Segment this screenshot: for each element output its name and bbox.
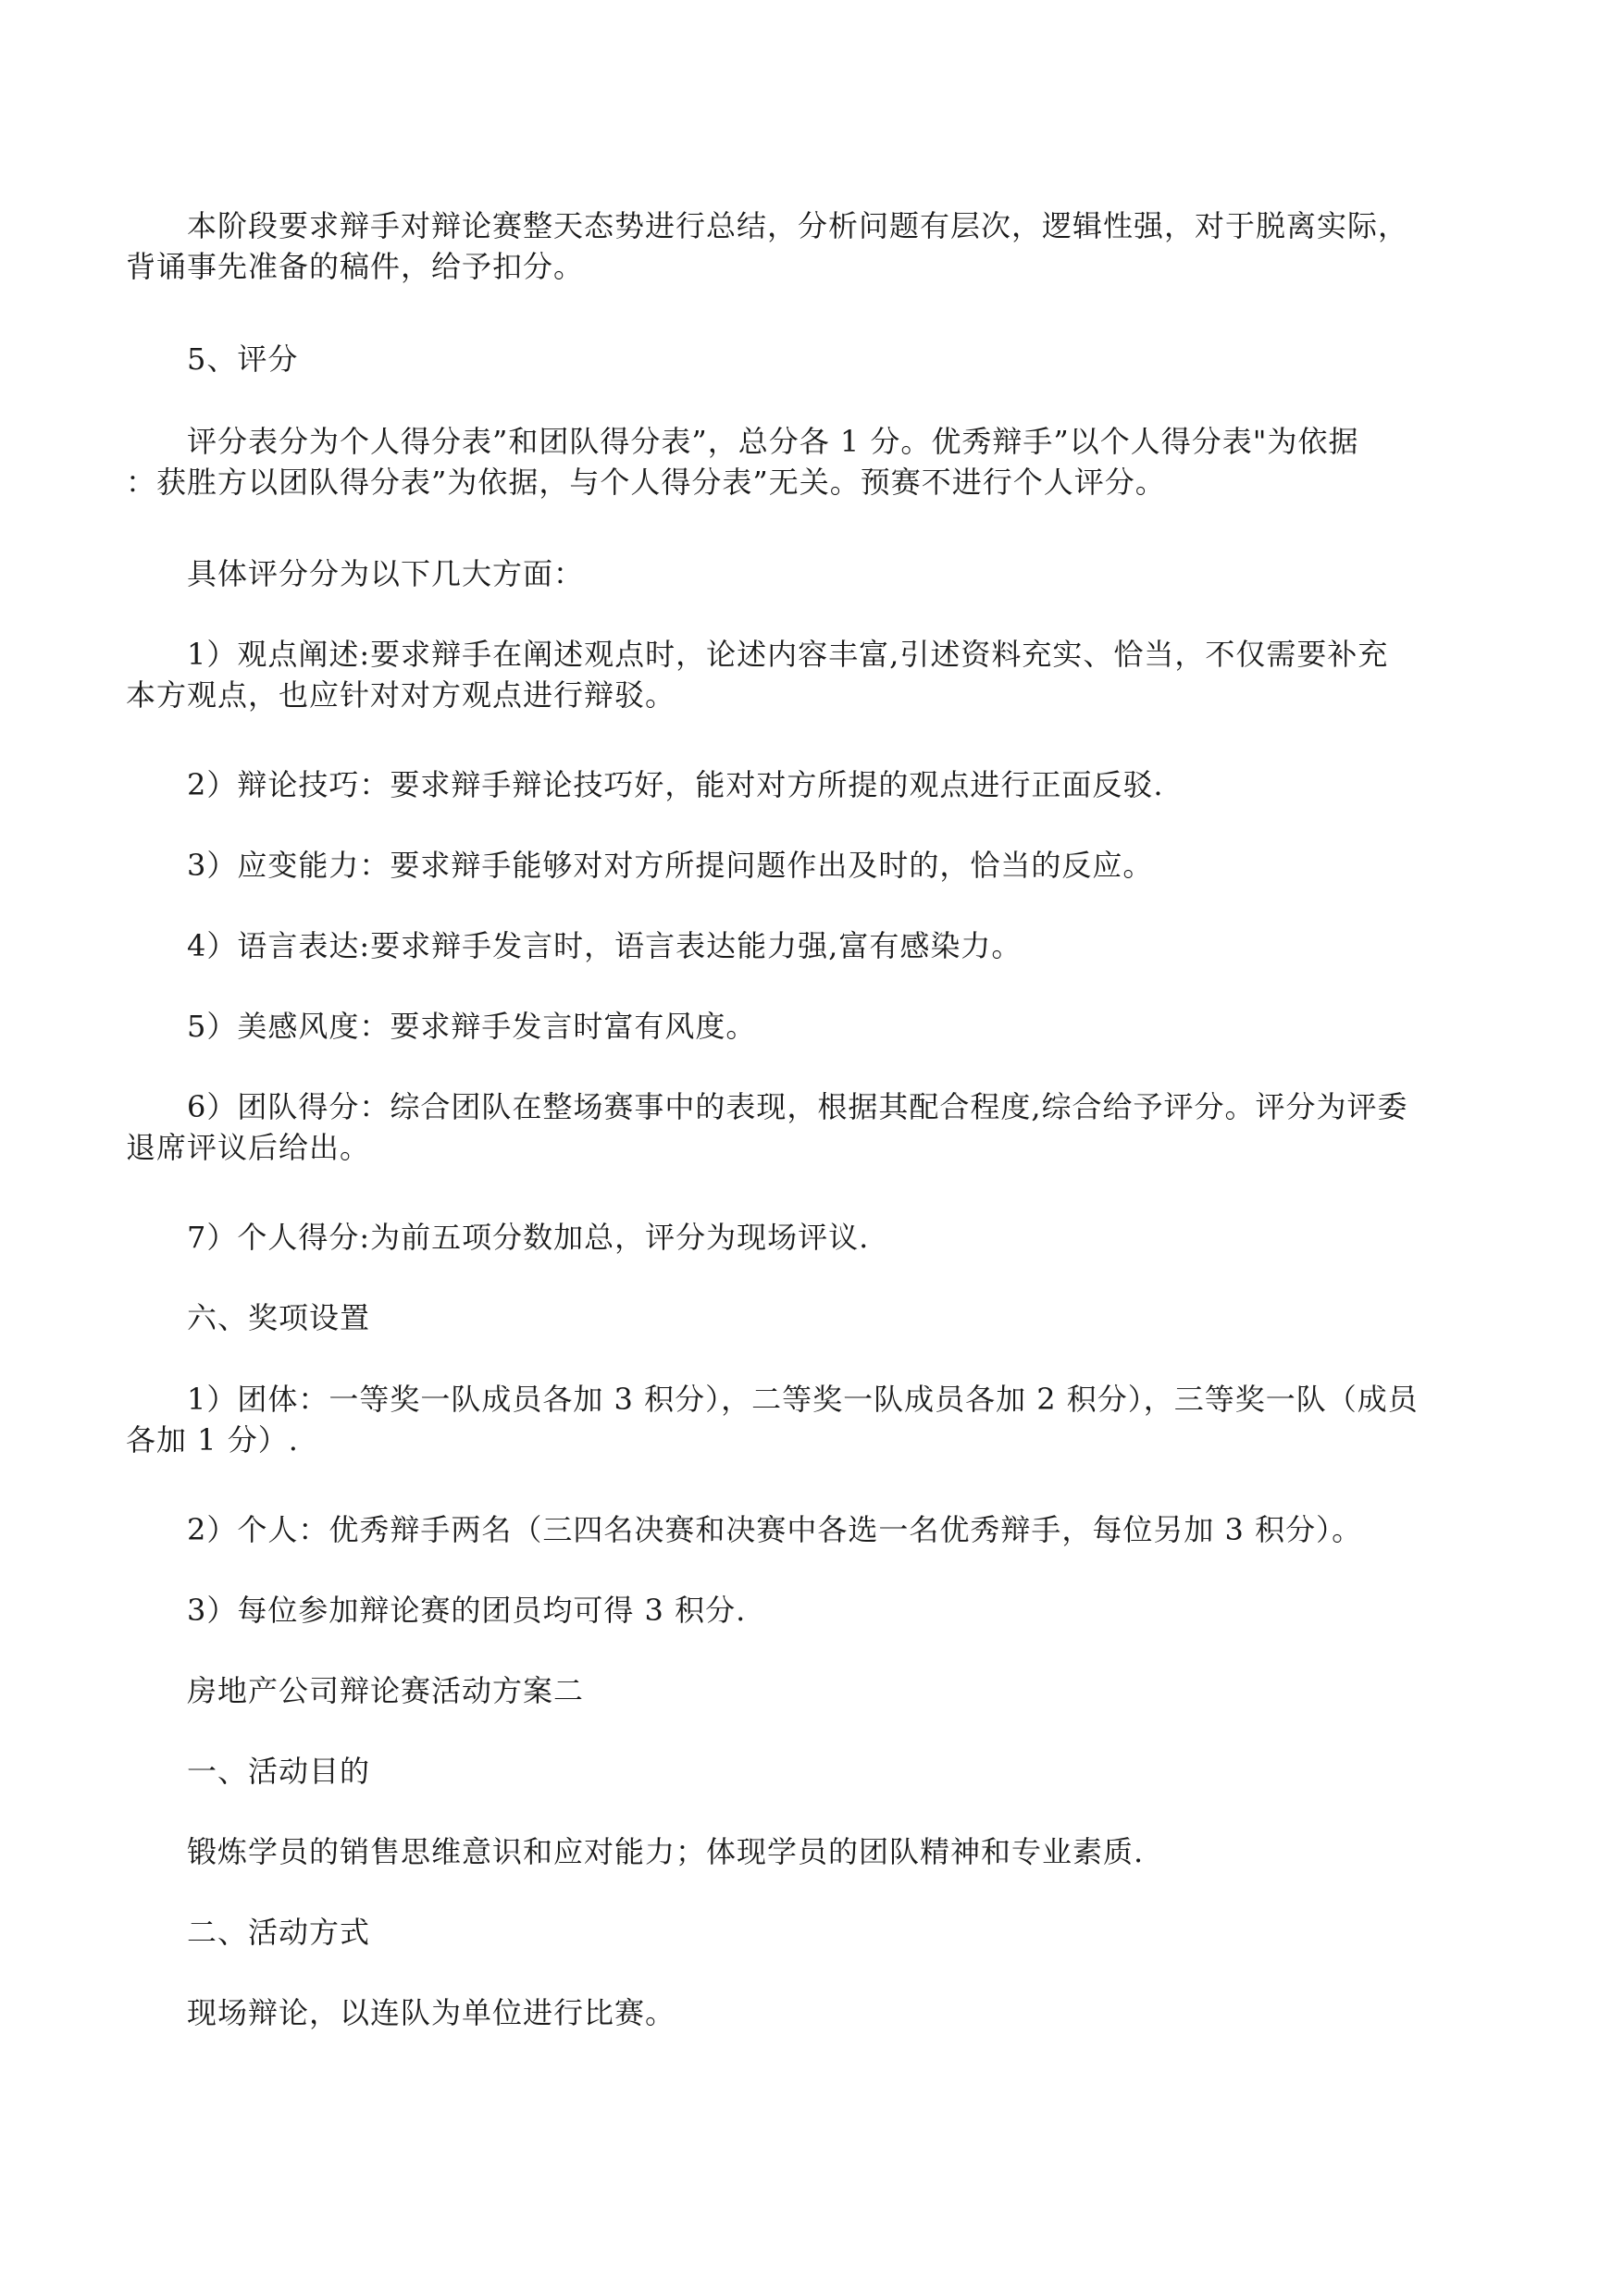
text-line: ：获胜方以团队得分表”为依据，与个人得分表”无关。预赛不进行个人评分。 xyxy=(126,465,1166,500)
text-line: 二、活动方式 xyxy=(187,1915,371,1950)
text-line: 背诵事先准备的稿件，给予扣分。 xyxy=(126,249,585,284)
text-line: 2）辩论技巧：要求辩手辩论技巧好，能对对方所提的观点进行正面反驳. xyxy=(187,767,1164,802)
text-line: 5、评分 xyxy=(187,341,299,377)
heading-activity-purpose xyxy=(126,1751,1523,1792)
paragraph-summary-stage xyxy=(126,205,1523,287)
text-line: 4）语言表达:要求辩手发言时，语言表达能力强,富有感染力。 xyxy=(187,928,1023,963)
text-line: 各加 1 分）. xyxy=(126,1422,299,1458)
text-line: 评分表分为个人得分表”和团队得分表”，总分各 1 分。优秀辩手”以个人得分表"为依据 xyxy=(187,424,1359,459)
list-item-participation-points xyxy=(126,1590,1523,1631)
text-line: 本方观点，也应针对对方观点进行辩驳。 xyxy=(126,677,676,713)
text-line: 具体评分分为以下几大方面： xyxy=(187,556,585,591)
text-line: 6）团队得分：综合团队在整场赛事中的表现，根据其配合程度,综合给予评分。评分为评委 xyxy=(187,1089,1408,1124)
list-item-individual-score xyxy=(126,1217,1523,1258)
text-line: 7）个人得分:为前五项分数加总，评分为现场评议. xyxy=(187,1220,870,1255)
list-item-team-awards xyxy=(126,1379,1523,1460)
text-line: 1）观点阐述:要求辩手在阐述观点时，论述内容丰富,引述资料充实、恰当，不仅需要补充 xyxy=(187,637,1389,672)
text-line: 锻炼学员的销售思维意识和应对能力；体现学员的团队精神和专业素质. xyxy=(187,1834,1145,1869)
text-line: 退席评议后给出。 xyxy=(126,1130,371,1165)
heading-awards xyxy=(126,1297,1523,1338)
heading-scoring xyxy=(126,339,1523,379)
paragraph-activity-purpose xyxy=(126,1831,1523,1872)
list-item-expression xyxy=(126,925,1523,966)
list-item-adaptability xyxy=(126,845,1523,886)
text-line: 现场辩论，以连队为单位进行比赛。 xyxy=(187,1995,676,2030)
list-item-individual-awards xyxy=(126,1509,1523,1550)
list-item-demeanor xyxy=(126,1006,1523,1047)
paragraph-scoring-aspects xyxy=(126,553,1523,594)
paragraph-score-sheets xyxy=(126,421,1523,502)
text-line: 六、奖项设置 xyxy=(187,1300,371,1335)
text-line: 3）每位参加辩论赛的团员均可得 3 积分. xyxy=(187,1593,747,1628)
section-title-plan-two xyxy=(126,1670,1523,1711)
text-line: 本阶段要求辩手对辩论赛整天态势进行总结，分析问题有层次，逻辑性强，对于脱离实际， xyxy=(187,208,1409,243)
list-item-debate-skill xyxy=(126,764,1523,805)
text-line: 3）应变能力：要求辩手能够对对方所提问题作出及时的，恰当的反应。 xyxy=(187,848,1154,883)
text-line: 5）美感风度：要求辩手发言时富有风度。 xyxy=(187,1009,757,1044)
list-item-team-score xyxy=(126,1086,1523,1168)
text-line: 房地产公司辩论赛活动方案二 xyxy=(187,1673,585,1708)
list-item-viewpoint xyxy=(126,634,1523,715)
paragraph-activity-method xyxy=(126,1992,1523,2033)
text-line: 一、活动目的 xyxy=(187,1754,371,1789)
heading-activity-method xyxy=(126,1912,1523,1953)
text-line: 1）团体：一等奖一队成员各加 3 积分），二等奖一队成员各加 2 积分），三等奖一队（成员 xyxy=(187,1382,1419,1417)
text-line: 2）个人：优秀辩手两名（三四名决赛和决赛中各选一名优秀辩手，每位另加 3 积分）。 xyxy=(187,1512,1363,1547)
